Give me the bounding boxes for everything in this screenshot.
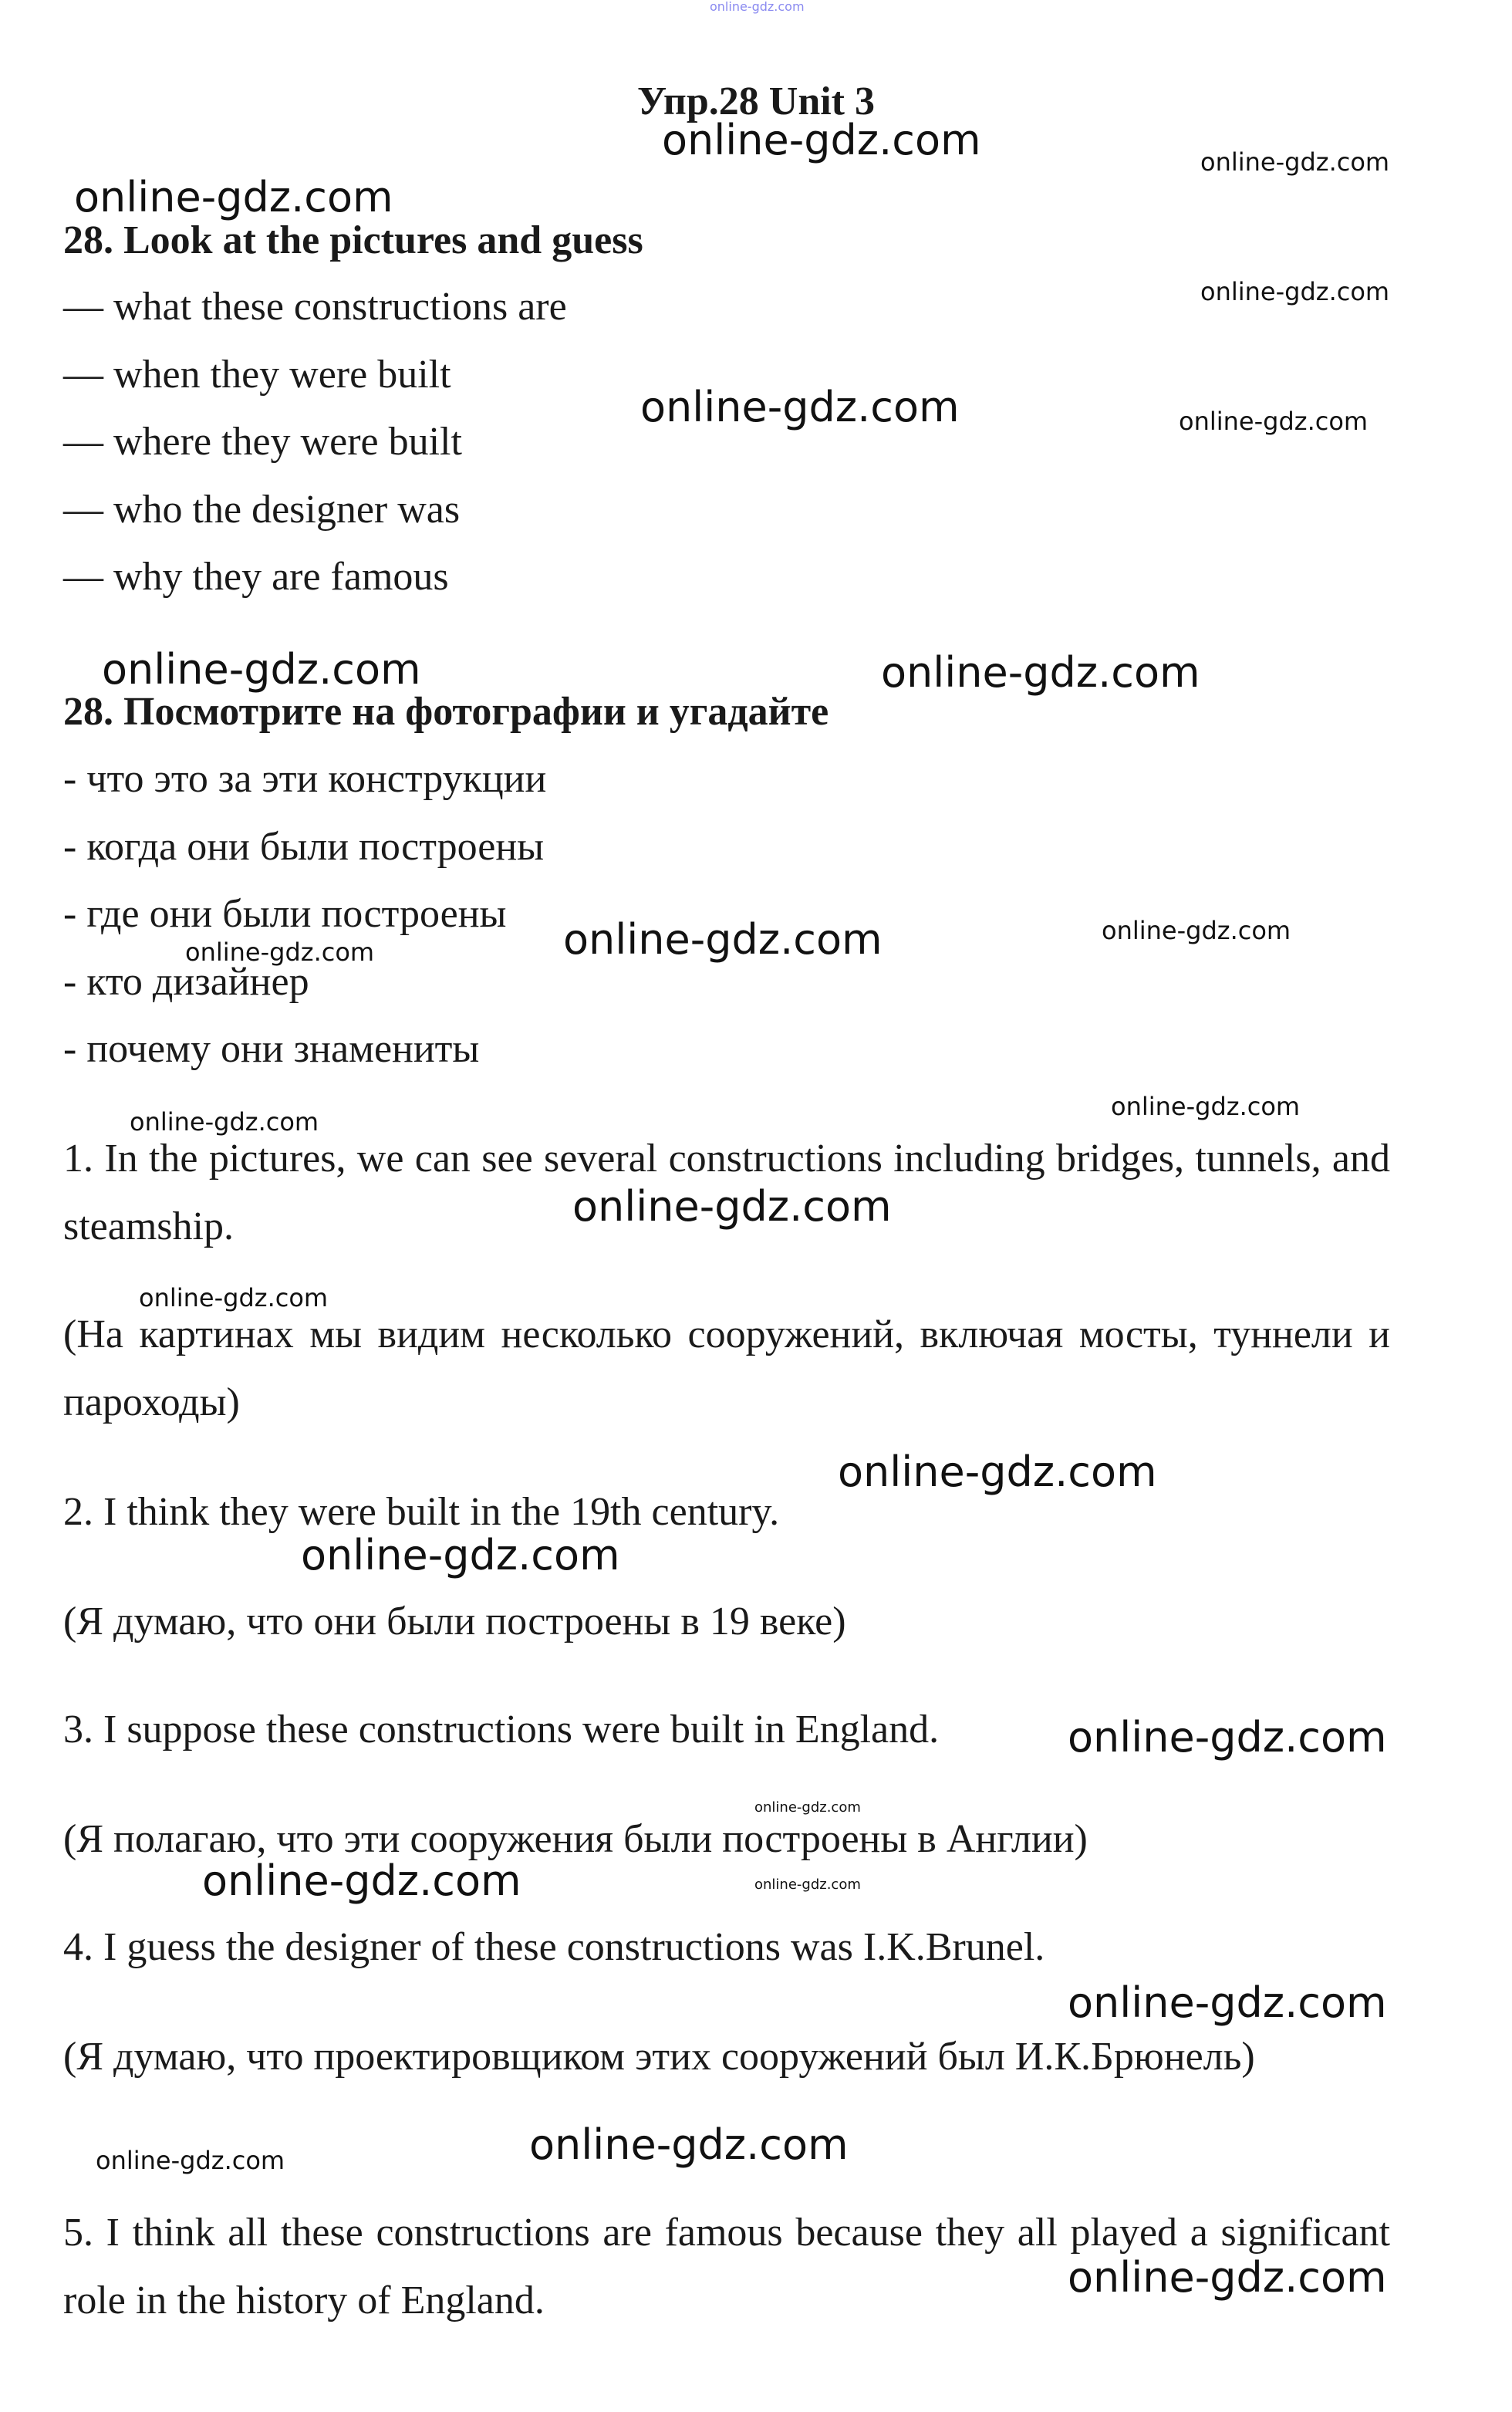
watermark: online-gdz.com [1068,1713,1387,1762]
watermark: online-gdz.com [1200,277,1390,306]
task-en-item: — why they are famous [63,555,449,599]
watermark: online-gdz.com [838,1448,1157,1496]
watermark: online-gdz.com [754,1877,861,1893]
watermark: online-gdz.com [529,2120,849,2169]
task-en-item: — who the designer was [63,488,461,532]
watermark: online-gdz.com [301,1531,620,1579]
answer-2-en: 2. I think they were built in the 19th century. [63,1490,780,1534]
watermark: online-gdz.com [1179,407,1369,436]
answer-4-ru: (Я думаю, что проектировщиком этих сооружений был И.К.Брюнель) [63,2035,1255,2079]
watermark: online-gdz.com [1111,1092,1301,1121]
watermark: online-gdz.com [1102,916,1291,945]
task-ru-item: - кто дизайнер [63,960,309,1004]
watermark: online-gdz.com [185,937,375,967]
answer-1-ru: (На картинах мы видим несколько сооружений, включая мосты, туннели и пароходы) [63,1312,1390,1424]
task-en-item: — what these constructions are [63,285,567,329]
task-en-item: — where they were built [63,420,462,464]
watermark: online-gdz.com [1068,2253,1387,2302]
task-ru-item: - когда они были построены [63,825,545,869]
watermark: online-gdz.com [710,0,805,14]
watermark: online-gdz.com [139,1283,329,1312]
watermark: online-gdz.com [202,1856,521,1905]
task-ru-item: - почему они знамениты [63,1027,480,1071]
task-en-item: — when they were built [63,353,451,397]
answer-3-en: 3. I suppose these constructions were built in England. [63,1708,940,1752]
watermark: online-gdz.com [662,116,981,164]
watermark: online-gdz.com [96,2146,285,2175]
task-ru-heading: 28. Посмотрите на фотографии и угадайте [63,690,829,734]
task-ru-item: - что это за эти конструкции [63,757,547,801]
answer-3-ru: (Я полагаю, что эти сооружения были построены в Англии) [63,1817,1088,1861]
answer-5-en: 5. I think all these constructions are famous because they all played a significant role in the history of England. [63,2211,1390,2322]
watermark: online-gdz.com [1068,1978,1387,2027]
watermark: online-gdz.com [74,173,393,221]
answer-2-ru: (Я думаю, что они были построены в 19 веке) [63,1600,846,1643]
watermark: online-gdz.com [640,383,960,431]
page-title: Упр.28 Unit 3 [636,79,875,123]
answer-1-en: 1. In the pictures, we can see several constructions including bridges, tunnels, and steamship. [63,1137,1390,1248]
answer-4-en: 4. I guess the designer of these constructions was I.K.Brunel. [63,1925,1045,1969]
watermark: online-gdz.com [1200,147,1390,177]
task-ru-item: - где они были построены [63,892,507,936]
task-en-heading: 28. Look at the pictures and guess [63,218,643,262]
watermark: online-gdz.com [130,1107,319,1137]
watermark: online-gdz.com [881,648,1200,697]
watermark: online-gdz.com [572,1182,892,1231]
watermark: online-gdz.com [754,1799,861,1816]
watermark: online-gdz.com [563,915,883,964]
watermark: online-gdz.com [102,645,421,694]
